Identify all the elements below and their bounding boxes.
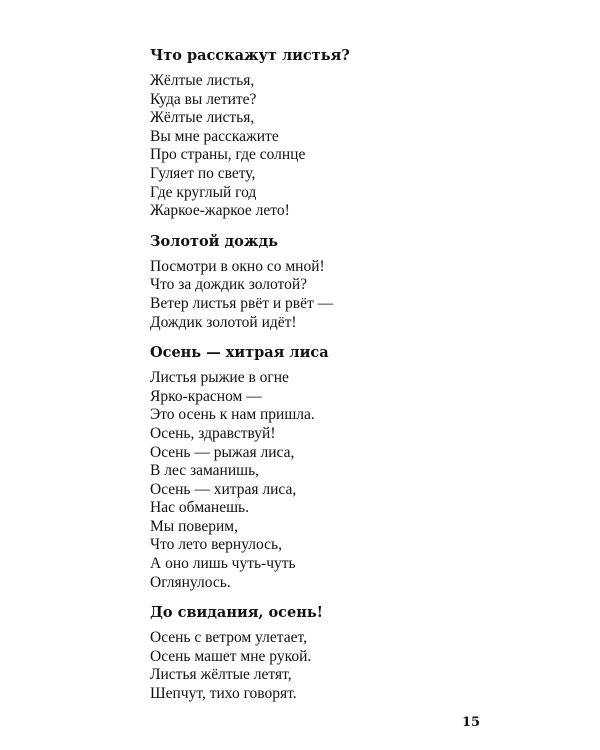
poem-line: Оглянулось. [150,573,231,591]
poem-line: Осень с ветром улетает, [150,629,307,647]
poem-line: Что лето вернулось, [150,536,282,554]
poem-line: Мы поверим, [150,517,238,535]
poem-line: Куда вы летите? [150,90,257,108]
poems-column [150,46,550,715]
poem-2 [150,232,550,332]
poem-line: Осень машет мне рукой. [150,647,312,665]
poem-lines [150,369,550,592]
poem-title: Осень — хитрая лиса [150,344,329,362]
poem-line: Шепчут, тихо говорят. [150,685,297,703]
poem-lines [150,629,550,703]
poem-line: Осень — хитрая лиса, [150,480,297,498]
poem-1 [150,46,550,221]
poem-line: Посмотри в окно со мной! [150,257,325,275]
poem-line: В лес заманишь, [150,462,260,480]
poem-4 [150,603,550,703]
poem-line: Что за дождик золотой? [150,276,308,294]
poem-line: Листья рыжие в огне [150,369,289,387]
poem-line: Про страны, где солнце [150,146,306,164]
poem-line: Это осень к нам пришла. [150,406,315,424]
poem-title: Золотой дождь [150,232,278,250]
poem-line: Осень — рыжая лиса, [150,443,295,461]
page-number: 15 [462,715,481,730]
poem-line: Осень, здравствуй! [150,424,276,442]
poem-line: Жаркое-жаркое лето! [150,202,290,220]
poem-3 [150,343,550,592]
poem-lines [150,258,550,332]
poem-line: А оно лишь чуть-чуть [150,555,296,573]
poem-lines [150,72,550,221]
poem-line: Где круглый год [150,183,257,201]
poem-line: Ветер листья рвёт и рвёт — [150,294,334,312]
poem-line: Нас обманешь. [150,499,249,517]
poem-line: Листья жёлтые летят, [150,666,292,684]
poem-line: Жёлтые листья, [150,72,255,89]
poem-line: Жёлтые листья, [150,109,255,127]
poem-title: Что расскажут листья? [150,47,350,64]
poem-title: До свидания, осень! [150,604,324,622]
poem-line: Дождик золотой идёт! [150,313,297,331]
poem-line: Вы мне расскажите [150,127,279,145]
poem-line: Гуляет по свету, [150,164,256,182]
poem-line: Ярко-красном — [150,387,262,405]
